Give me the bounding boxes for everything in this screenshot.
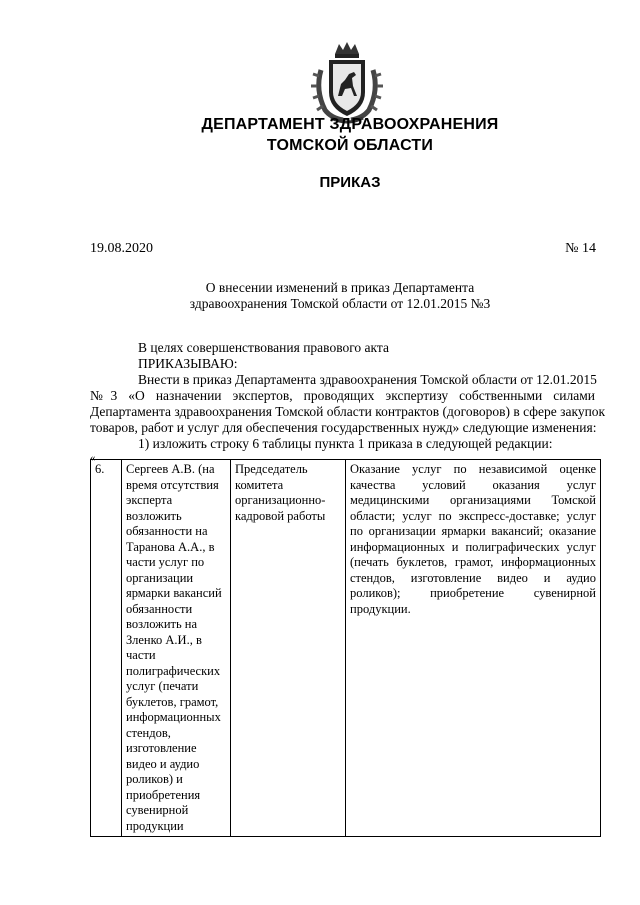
subject-line2: здравоохранения Томской области от 12.01.2015 №3 [189, 296, 491, 311]
paragraph2: 1) изложить строку 6 таблицы пункта 1 приказа в следующей редакции: [138, 436, 553, 451]
table-row [91, 460, 601, 837]
scope-cell: Оказание услуг по независимой оценке качества условий оказания услуг медицинскими организациями Томской области; услуг по экспресс-доставке; услуг по организации ярмарки вакансий; оказание информационных и полиграфических услуг (печать буклетов, грамот, информационных стендов, изготовление видео и аудио роликов); приобретение сувенирной продукции. [346, 460, 601, 837]
purpose-text: В целях совершенствования правового акта [138, 340, 389, 355]
paragraph1-line4: товаров, работ и услуг для обеспечения государственных нужд» следующие изменения: [90, 420, 597, 435]
order-word: ПРИКАЗЫВАЮ: [138, 356, 238, 371]
subject-line1: О внесении изменений в приказ Департамента [205, 280, 475, 295]
paragraph1-line2: №3 «О назначении экспертов, проводящих экспертизу собственными силами [90, 388, 595, 403]
position-cell: Председатель комитета организационно-кадровой работы [231, 460, 346, 837]
document-number: № 14 [565, 241, 596, 256]
document-date: 19.08.2020 [90, 241, 153, 256]
person-cell: Сергеев А.В. (на время отсутствия эксперта возложить обязанности на Таранова А.А., в части услуг по организации ярмарки вакансий обязанности возложить на Зленко А.И., в части полиграфических услуг (печати буклетов, грамот, информационных стендов, изготовление видео и аудио роликов) и приобретения сувенирной продукции [122, 460, 231, 837]
row-number-cell: 6. [91, 460, 122, 837]
amendment-table [90, 459, 601, 837]
paragraph1-line3: Департамента здравоохранения Томской области контрактов (договоров) в сфере закупок [90, 404, 606, 419]
organization-name-line2: ТОМСКОЙ ОБЛАСТИ [266, 137, 434, 154]
quote-open: « [90, 452, 96, 464]
tomsk-coat-of-arms-icon [311, 40, 383, 124]
organization-name-line1: ДЕПАРТАМЕНТ ЗДРАВООХРАНЕНИЯ [201, 116, 499, 133]
document-type-title: ПРИКАЗ [319, 174, 381, 191]
paragraph1-line1: Внести в приказ Департамента здравоохранения Томской области от 12.01.2015 [138, 372, 597, 387]
